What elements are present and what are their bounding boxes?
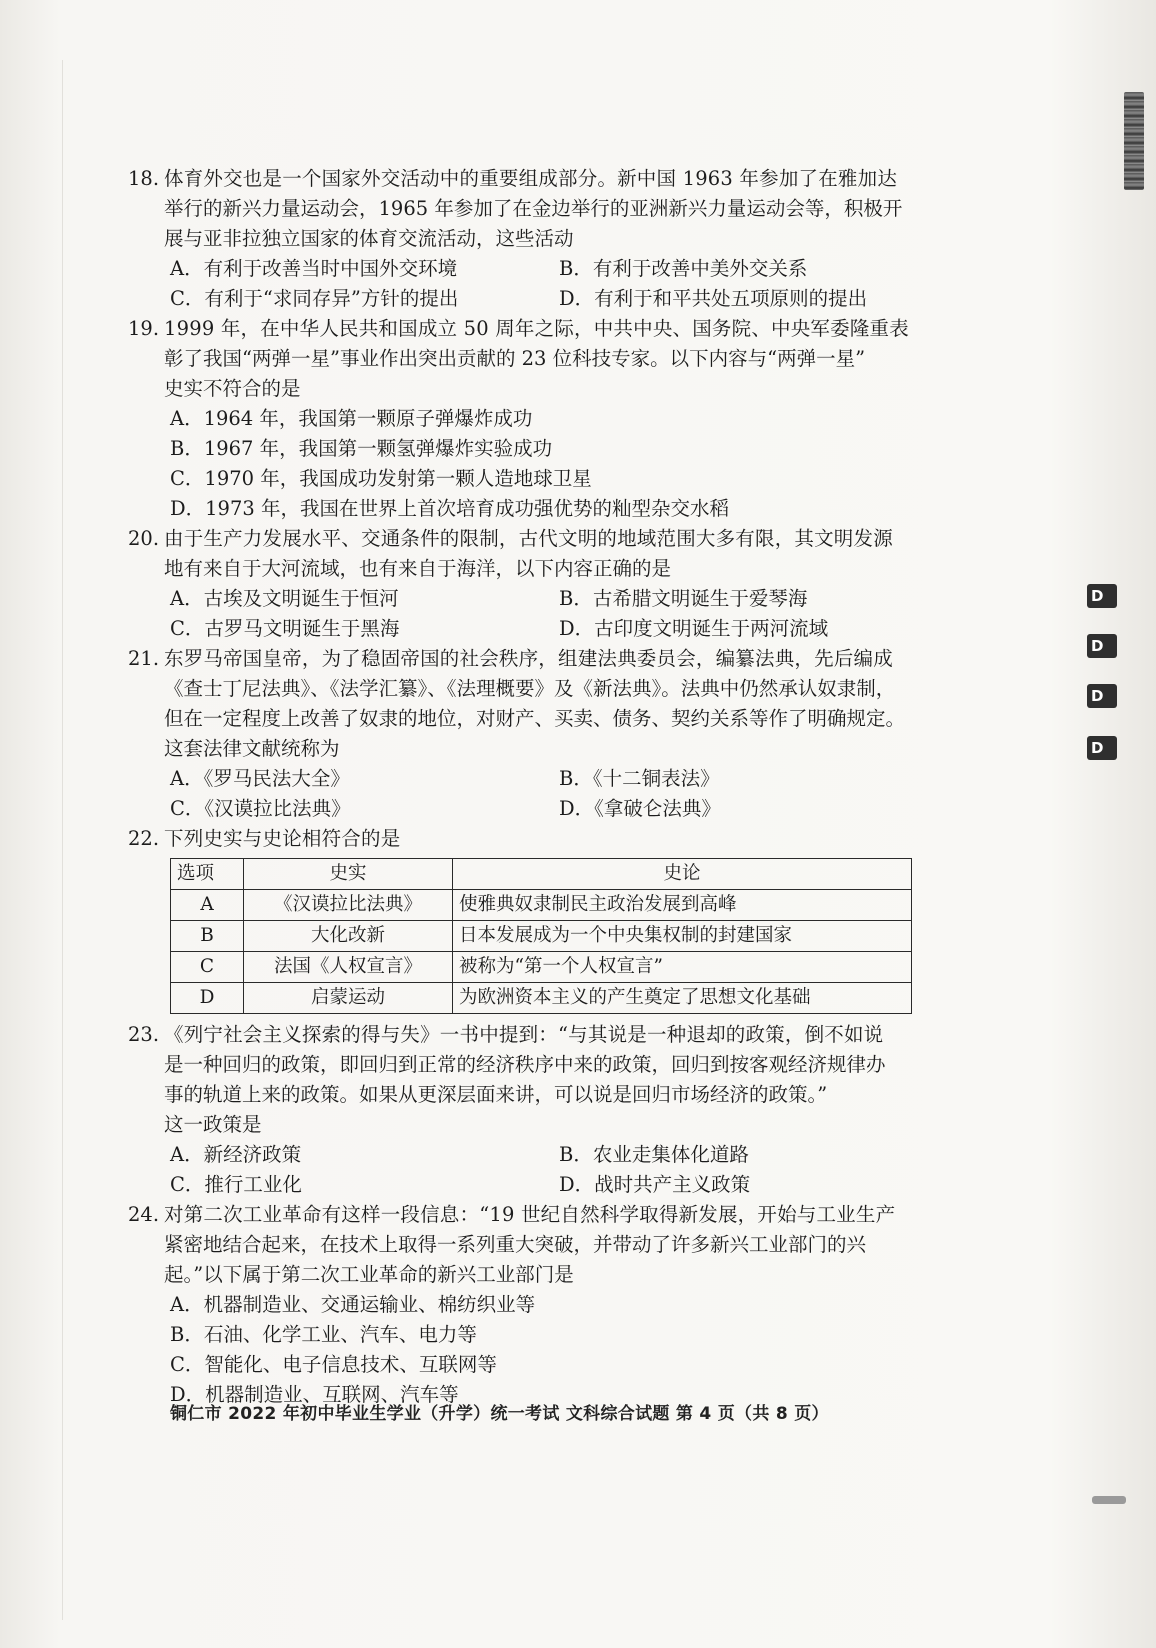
option-d: D．1973 年，我国在世界上首次培育成功强优势的籼型杂交水稻	[170, 497, 729, 520]
option-c: C．《汉谟拉比法典》	[170, 797, 351, 820]
tab-marker: D	[1087, 634, 1117, 658]
question-text: 起。”以下属于第二次工业革命的新兴工业部门是	[164, 1263, 574, 1286]
option-b: B．1967 年，我国第一颗氢弹爆炸实验成功	[170, 437, 553, 460]
question-text: 体育外交也是一个国家外交活动中的重要组成部分。新中国 1963 年参加了在雅加达	[164, 167, 898, 190]
question-23	[128, 1020, 948, 1200]
question-text: 是一种回归的政策，即回归到正常的经济秩序中来的政策，回归到按客观经济规律办	[164, 1053, 886, 1076]
option-b: B．有利于改善中美外交关系	[559, 257, 808, 280]
question-list	[128, 164, 948, 1410]
option-a: A．1964 年，我国第一颗原子弹爆炸成功	[170, 407, 533, 430]
option-d: D．战时共产主义政策	[559, 1173, 751, 1196]
question-text: 1999 年，在中华人民共和国成立 50 周年之际，中共中央、国务院、中央军委隆重表	[164, 317, 909, 340]
table-cell: B	[171, 921, 244, 952]
table-cell: C	[171, 952, 244, 983]
option-b: B．石油、化学工业、汽车、电力等	[170, 1323, 477, 1346]
table-cell: A	[171, 890, 244, 921]
option-d: D．机器制造业、互联网、汽车等	[170, 1383, 459, 1406]
column-header: 选项	[171, 859, 244, 890]
question-text: 紧密地结合起来，在技术上取得一系列重大突破，并带动了许多新兴工业部门的兴	[164, 1233, 867, 1256]
page-footer: 铜仁市 2022 年初中毕业生学业（升学）统一考试 文科综合试题 第 4 页（共 8 页）	[170, 1404, 829, 1424]
question-18	[128, 164, 948, 314]
option-a: A．有利于改善当时中国外交环境	[170, 257, 458, 280]
table-row	[171, 983, 912, 1014]
question-19	[128, 314, 948, 524]
column-header: 史论	[453, 859, 912, 890]
question-text: 由于生产力发展水平、交通条件的限制，古代文明的地域范围大多有限，其文明发源	[164, 527, 893, 550]
tab-marker: D	[1087, 684, 1117, 708]
option-b: B．《十二铜表法》	[559, 767, 720, 790]
table-cell: 日本发展成为一个中央集权制的封建国家	[453, 921, 912, 952]
question-number: 22.	[128, 827, 160, 850]
question-21	[128, 644, 948, 824]
history-table	[170, 858, 912, 1014]
question-24	[128, 1200, 948, 1410]
question-20	[128, 524, 948, 644]
option-c: C．智能化、电子信息技术、互联网等	[170, 1353, 497, 1376]
table-row	[171, 921, 912, 952]
table-row	[171, 952, 912, 983]
binding-mark	[1124, 92, 1144, 190]
column-header: 史实	[244, 859, 453, 890]
option-d: D．古印度文明诞生于两河流域	[559, 617, 829, 640]
option-c: C．推行工业化	[170, 1173, 302, 1196]
table-cell: 法国《人权宣言》	[244, 952, 453, 983]
table-cell: 为欧洲资本主义的产生奠定了思想文化基础	[453, 983, 912, 1014]
table-cell: 大化改新	[244, 921, 453, 952]
tab-marker: D	[1087, 736, 1117, 760]
question-text: 展与亚非拉独立国家的体育交流活动，这些活动	[164, 227, 574, 250]
question-text: 对第二次工业革命有这样一段信息：“19 世纪自然科学取得新发展，开始与工业生产	[164, 1203, 896, 1226]
option-b: B．农业走集体化道路	[559, 1143, 749, 1166]
question-22	[128, 824, 948, 1014]
edge-mark	[1092, 1496, 1126, 1504]
question-text: 《列宁社会主义探索的得与失》一书中提到：“与其说是一种退却的政策，倒不如说	[164, 1023, 884, 1046]
table-row	[171, 890, 912, 921]
table-header-row	[171, 859, 912, 890]
table-cell: 《汉谟拉比法典》	[244, 890, 453, 921]
option-c: C．1970 年，我国成功发射第一颗人造地球卫星	[170, 467, 592, 490]
question-number: 19.	[128, 317, 160, 340]
option-a: A．《罗马民法大全》	[170, 767, 350, 790]
table-cell: 使雅典奴隶制民主政治发展到高峰	[453, 890, 912, 921]
table-cell: D	[171, 983, 244, 1014]
question-text: 举行的新兴力量运动会，1965 年参加了在金边举行的亚洲新兴力量运动会等，积极开	[164, 197, 903, 220]
question-number: 18.	[128, 167, 160, 190]
option-b: B．古希腊文明诞生于爱琴海	[559, 587, 808, 610]
question-text: 东罗马帝国皇帝，为了稳固帝国的社会秩序，组建法典委员会，编纂法典，先后编成	[164, 647, 893, 670]
table-cell: 启蒙运动	[244, 983, 453, 1014]
option-a: A．古埃及文明诞生于恒河	[170, 587, 399, 610]
question-text: 《查士丁尼法典》、《法学汇纂》、《法理概要》及《新法典》。法典中仍然承认奴隶制，	[164, 677, 896, 700]
question-text: 但在一定程度上改善了奴隶的地位，对财产、买卖、债务、契约关系等作了明确规定。	[164, 707, 906, 730]
question-text: 这套法律文献统称为	[164, 737, 340, 760]
question-text: 地有来自于大河流域，也有来自于海洋，以下内容正确的是	[164, 557, 672, 580]
question-number: 23.	[128, 1023, 160, 1046]
question-number: 24.	[128, 1203, 160, 1226]
tab-marker: D	[1087, 584, 1117, 608]
option-d: D．有利于和平共处五项原则的提出	[559, 287, 868, 310]
option-a: A．机器制造业、交通运输业、棉纺织业等	[170, 1293, 536, 1316]
option-d: D．《拿破仑法典》	[559, 797, 721, 820]
question-number: 20.	[128, 527, 160, 550]
option-c: C．古罗马文明诞生于黑海	[170, 617, 400, 640]
question-text: 事的轨道上来的政策。如果从更深层面来讲，可以说是回归市场经济的政策。”	[164, 1083, 828, 1106]
option-c: C．有利于“求同存异”方针的提出	[170, 287, 459, 310]
question-text: 史实不符合的是	[164, 377, 301, 400]
question-text: 彰了我国“两弹一星”事业作出突出贡献的 23 位科技专家。以下内容与“两弹一星”	[164, 347, 866, 370]
question-text: 下列史实与史论相符合的是	[164, 827, 401, 850]
question-text: 这一政策是	[164, 1113, 262, 1136]
option-a: A．新经济政策	[170, 1143, 302, 1166]
table-cell: 被称为“第一个人权宣言”	[453, 952, 912, 983]
question-number: 21.	[128, 647, 160, 670]
